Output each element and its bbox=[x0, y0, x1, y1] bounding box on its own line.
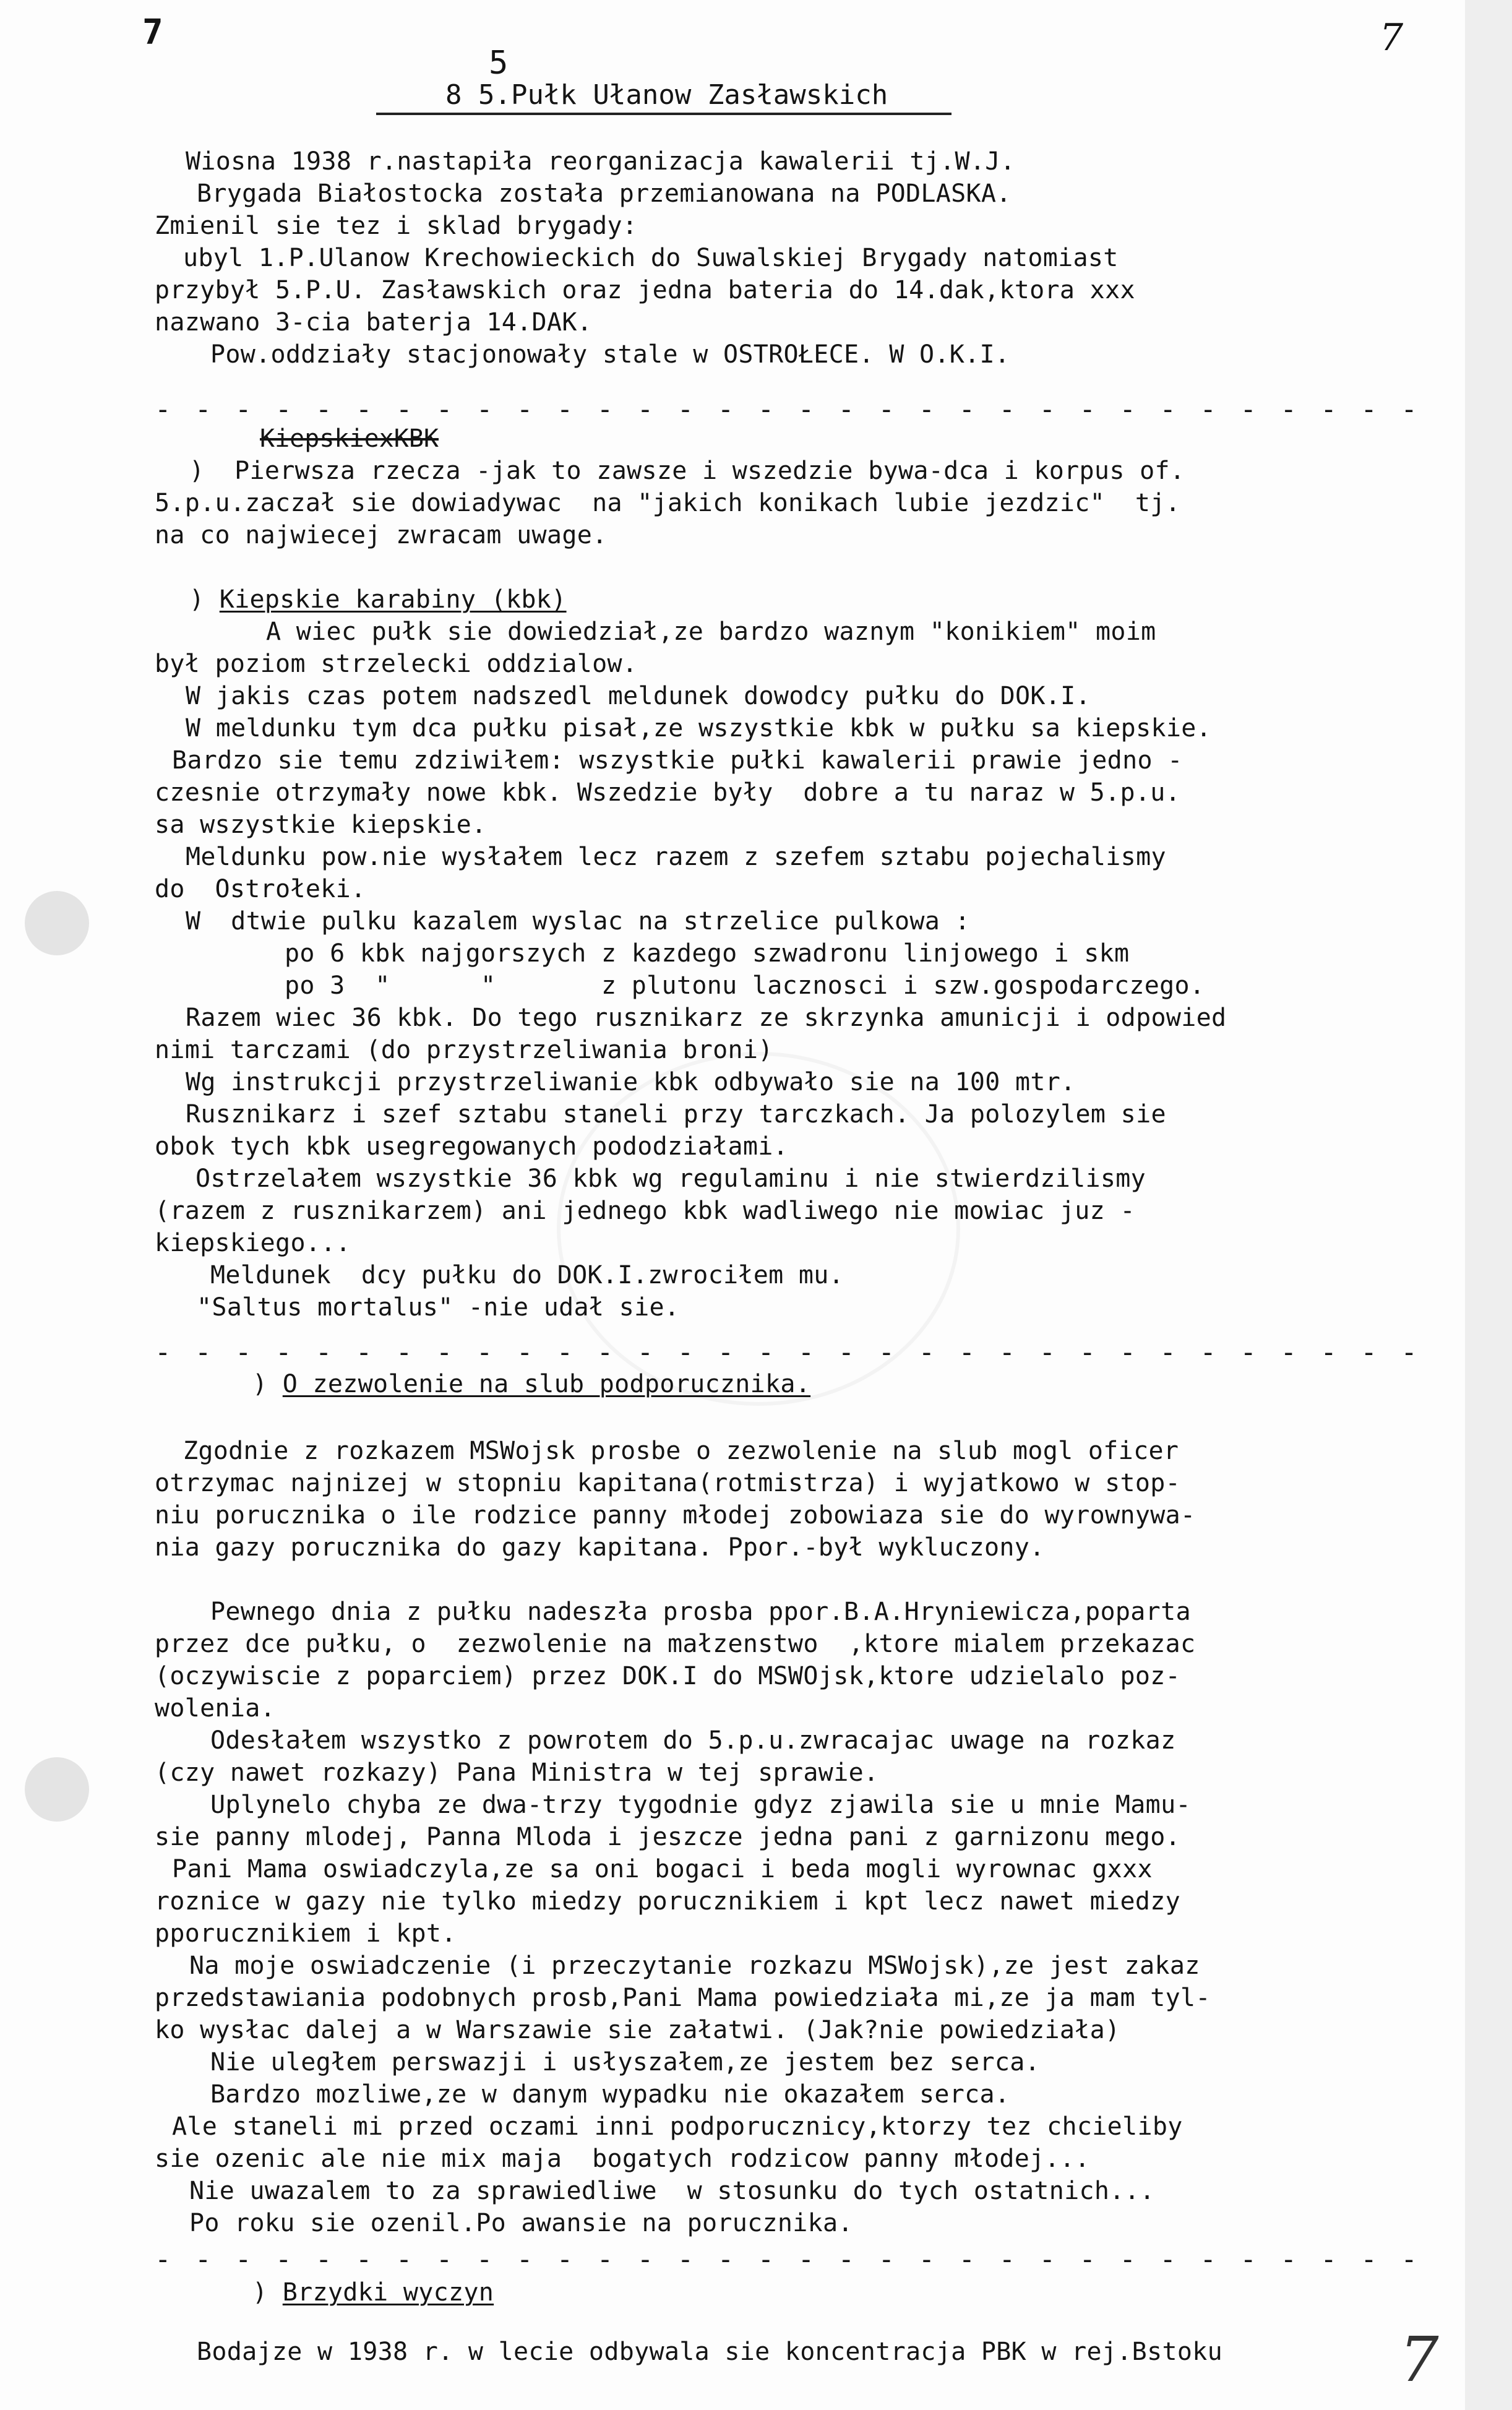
corner-number-left: 7 bbox=[142, 12, 163, 53]
corner-number-right: 7 bbox=[1380, 16, 1404, 59]
text-line: Po roku sie ozenil.Po awansie na porucznika. bbox=[189, 2209, 853, 2237]
section-heading: KiepskiexKBK bbox=[260, 424, 439, 453]
text-line: Rusznikarz i szef sztabu staneli przy tarczkach. Ja polozylem sie bbox=[186, 1100, 1166, 1129]
text-line: Uplynelo chyba ze dwa-trzy tygodnie gdyz zjawila sie u mnie Mamu- bbox=[210, 1791, 1191, 1819]
text-line: (oczywiscie z poparciem) przez DOK.I do MSWOjsk,ktore udzielalo poz- bbox=[155, 1662, 1180, 1690]
section-heading: Kiepskie karabiny (kbk) bbox=[219, 585, 567, 614]
section-heading-line: ) Brzydki wyczyn bbox=[252, 2278, 494, 2307]
text-line: po 3 " " z plutonu lacznosci i szw.gospodarczego. bbox=[285, 971, 1205, 1000]
separator-dashes: - - - - - - - - - - - - - - - - - - - - - - - - - - - - - - - - bbox=[155, 1336, 1421, 1368]
text-line: roznice w gazy nie tylko miedzy porucznikiem i kpt lecz nawet miedzy bbox=[155, 1887, 1180, 1916]
text-line: 5.p.u.zaczał sie dowiadywac na "jakich konikach lubie jezdzic" tj. bbox=[155, 489, 1180, 517]
section-heading-line: ) O zezwolenie na slub podporucznika. bbox=[252, 1370, 811, 1398]
text-line: ) Pierwsza rzecza -jak to zawsze i wszedzie bywa-dca i korpus of. bbox=[189, 457, 1185, 485]
text-line: sie ozenic ale nie mix maja bogatych rodzicow panny młodej... bbox=[155, 2145, 1090, 2173]
text-line: przez dce pułku, o zezwolenie na małzenstwo ,ktore mialem przekazac bbox=[155, 1630, 1196, 1658]
scan-edge bbox=[1465, 0, 1512, 2410]
text-line: Meldunku pow.nie wysłałem lecz razem z szefem sztabu pojechalismy bbox=[186, 843, 1166, 871]
text-line: Wiosna 1938 r.nastapiła reorganizacja kawalerii tj.W.J. bbox=[186, 147, 1016, 176]
punch-hole bbox=[25, 891, 89, 955]
text-line: wolenia. bbox=[155, 1694, 276, 1723]
text-line: Pow.oddziały stacjonowały stale w OSTROŁECE. W O.K.I. bbox=[210, 340, 1010, 369]
text-line: Zgodnie z rozkazem MSWojsk prosbe o zezwolenie na slub mogl oficer bbox=[183, 1437, 1179, 1465]
text-line: W dtwie pulku kazalem wyslac na strzelice pulkowa : bbox=[186, 907, 970, 936]
separator-dashes: - - - - - - - - - - - - - - - - - - - - - - - - - - - - - - - - bbox=[155, 2244, 1421, 2275]
text-line: Razem wiec 36 kbk. Do tego rusznikarz ze skrzynka amunicji i odpowied bbox=[186, 1004, 1227, 1032]
text-line: Bardzo mozliwe,ze w danym wypadku nie okazałem serca. bbox=[210, 2080, 1010, 2109]
section-heading-line: ) Kiepskie karabiny (kbk) bbox=[189, 585, 567, 614]
text-line: nazwano 3-cia baterja 14.DAK. bbox=[155, 308, 593, 337]
text-line: Nie uległem perswazji i usłyszałem,ze jestem bez serca. bbox=[210, 2048, 1041, 2076]
text-line: na co najwiecej zwracam uwage. bbox=[155, 521, 608, 549]
text-line: W meldunku tym dca pułku pisał,ze wszystkie kbk w pułku sa kiepskie. bbox=[186, 714, 1211, 742]
text-line: Ostrzelałem wszystkie 36 kbk wg regulaminu i nie stwierdzilismy bbox=[195, 1164, 1146, 1193]
text-line: do Ostrołeki. bbox=[155, 875, 366, 903]
handwritten-page-number: 7 bbox=[1399, 2323, 1439, 2396]
text-line: pporucznikiem i kpt. bbox=[155, 1919, 457, 1948]
text-line: "Saltus mortalus" -nie udał sie. bbox=[197, 1293, 680, 1322]
text-line: Ale staneli mi przed oczami inni podporucznicy,ktorzy tez chcieliby bbox=[172, 2112, 1183, 2141]
header-number: 5 bbox=[489, 45, 509, 82]
text-line: Odesłałem wszystko z powrotem do 5.p.u.zwracajac uwage na rozkaz bbox=[210, 1726, 1176, 1755]
text-line: Brygada Białostocka została przemianowana na PODLASKA. bbox=[197, 179, 1012, 208]
section-heading: Brzydki wyczyn bbox=[282, 2278, 494, 2307]
text-line: Bardzo sie temu zdziwiłem: wszystkie pułki kawalerii prawie jedno - bbox=[172, 746, 1183, 775]
text-line: Nie uwazalem to za sprawiedliwe w stosunku do tych ostatnich... bbox=[189, 2177, 1155, 2205]
page-title: 8 5.Pułk Ułanow Zasławskich bbox=[445, 79, 888, 111]
text-line: (razem z rusznikarzem) ani jednego kbk wadliwego nie mowiac juz - bbox=[155, 1197, 1135, 1225]
text-line: A wiec pułk sie dowiedział,ze bardzo waznym "konikiem" moim bbox=[266, 618, 1156, 646]
text-line: Pani Mama oswiadczyla,ze sa oni bogaci i beda mogli wyrownac gxxx bbox=[172, 1855, 1153, 1883]
text-line: nimi tarczami (do przystrzeliwania broni) bbox=[155, 1036, 773, 1064]
text-line: niu porucznika o ile rodzice panny młodej zobowiaza sie do wyrownywa- bbox=[155, 1501, 1196, 1530]
section-heading: O zezwolenie na slub podporucznika. bbox=[282, 1370, 811, 1398]
text-line: Meldunek dcy pułku do DOK.I.zwrociłem mu. bbox=[210, 1261, 844, 1289]
text-line: nia gazy porucznika do gazy kapitana. Ppor.-był wykluczony. bbox=[155, 1533, 1045, 1562]
text-line: Bodajze w 1938 r. w lecie odbywala sie koncentracja PBK w rej.Bstoku bbox=[197, 2338, 1222, 2366]
text-line: Zmienil sie tez i sklad brygady: bbox=[155, 212, 638, 240]
text-line: kiepskiego... bbox=[155, 1229, 351, 1257]
text-span: Pierwsza rzecza -jak to zawsze i wszedzie bywa-dca i korpus of. bbox=[234, 457, 1185, 485]
text-line: czesnie otrzymały nowe kbk. Wszedzie były dobre a tu naraz w 5.p.u. bbox=[155, 778, 1180, 807]
text-line: W jakis czas potem nadszedl meldunek dowodcy pułku do DOK.I. bbox=[186, 682, 1091, 710]
text-line: otrzymac najnizej w stopniu kapitana(rotmistrza) i wyjatkowo w stop- bbox=[155, 1469, 1180, 1497]
punch-hole bbox=[25, 1757, 89, 1822]
text-line: przybył 5.P.U. Zasławskich oraz jedna bateria do 14.dak,ktora xxx bbox=[155, 276, 1135, 304]
text-line: Na moje oswiadczenie (i przeczytanie rozkazu MSWojsk),ze jest zakaz bbox=[189, 1952, 1200, 1980]
text-line: przedstawiania podobnych prosb,Pani Mama powiedziała mi,ze ja mam tyl- bbox=[155, 1984, 1211, 2012]
text-line: (czy nawet rozkazy) Pana Ministra w tej sprawie. bbox=[155, 1758, 879, 1787]
text-line: był poziom strzelecki oddzialow. bbox=[155, 650, 638, 678]
text-line: ubyl 1.P.Ulanow Krechowieckich do Suwalskiej Brygady natomiast bbox=[183, 244, 1119, 272]
separator-dashes: - - - - - - - - - - - - - - - - - - - - - - - - - - - - - - - - bbox=[155, 394, 1421, 425]
text-line: ko wysłac dalej a w Warszawie sie załatwi. (Jak?nie powiedziała) bbox=[155, 2016, 1120, 2044]
title-underline bbox=[376, 113, 951, 115]
text-line: sa wszystkie kiepskie. bbox=[155, 811, 487, 839]
text-line: obok tych kbk usegregowanych pododziałami. bbox=[155, 1132, 789, 1161]
text-line: Pewnego dnia z pułku nadeszła prosba ppor.B.A.Hryniewicza,poparta bbox=[210, 1598, 1191, 1626]
text-line: Wg instrukcji przystrzeliwanie kbk odbywało sie na 100 mtr. bbox=[186, 1068, 1076, 1096]
text-line: po 6 kbk najgorszych z kazdego szwadronu linjowego i skm bbox=[285, 939, 1130, 968]
text-line: sie panny mlodej, Panna Mloda i jeszcze jedna pani z garnizonu mego. bbox=[155, 1823, 1180, 1851]
